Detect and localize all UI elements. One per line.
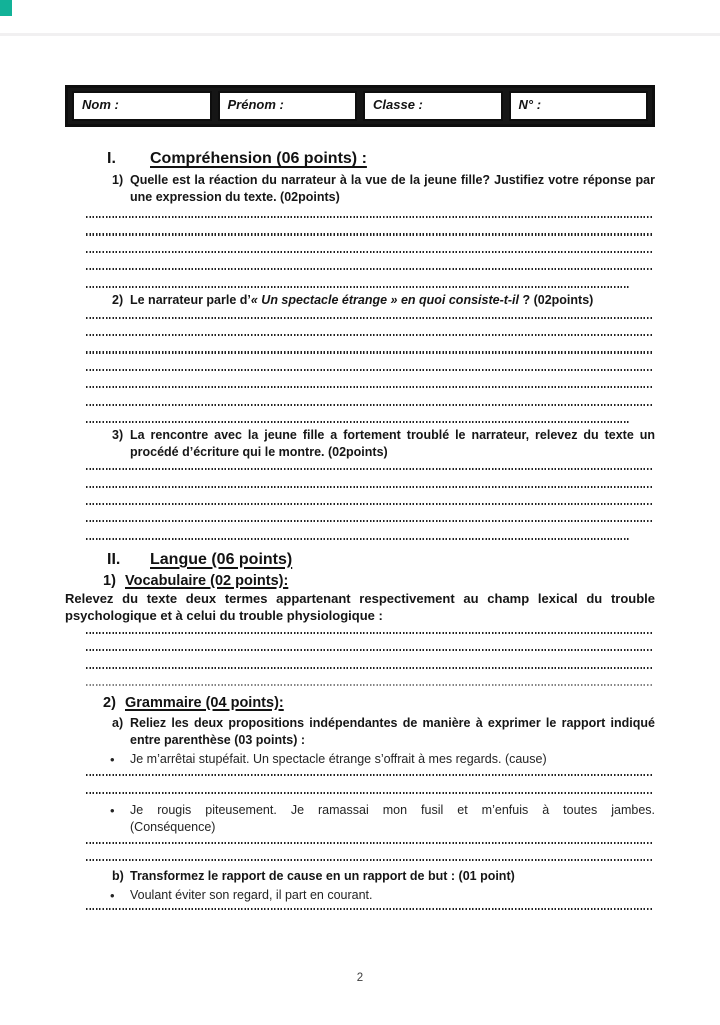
answer-dotted-line <box>86 859 652 861</box>
page-number: 2 <box>356 972 364 984</box>
bullet-icon: • <box>110 752 115 768</box>
grammaire-item-b-text: Transformez le rapport de cause en un rapport de but : (01 point) <box>130 869 515 884</box>
answer-dotted-line <box>86 538 629 540</box>
subsection-vocabulaire <box>65 572 655 590</box>
answer-dotted-line <box>86 386 652 388</box>
field-nom-label: Nom : <box>82 97 119 112</box>
answer-dotted-line <box>86 908 652 910</box>
answer-lines-consequence <box>86 842 652 862</box>
sentence-consequence <box>65 802 655 836</box>
section-heading-langue <box>65 550 655 570</box>
sentence-cause-text: Je m’arrêtai stupéfait. Un spectacle étrange s’offrait à mes regards. (cause) <box>130 752 547 767</box>
grammaire-item-a <box>65 715 655 749</box>
subsection-grammaire <box>65 694 655 712</box>
corner-accent-mark <box>0 0 12 16</box>
question-2-text-quote: « Un spectacle étrange » en quoi consiste-t-il <box>250 292 520 307</box>
sentence-consequence-text: Je rougis piteusement. Je ramassai mon fusil et m’enfuis à toutes jambes. (Conséquence) <box>130 802 655 834</box>
answer-dotted-line <box>86 351 652 353</box>
answer-dotted-line <box>86 792 652 794</box>
grammaire-item-b-label: b) <box>112 869 124 884</box>
question-2-text <box>130 292 655 309</box>
answer-dotted-line <box>86 667 652 669</box>
subsection-grammaire-title: Grammaire (04 points): <box>125 695 284 712</box>
answer-dotted-line <box>86 684 652 686</box>
answer-dotted-line <box>86 216 652 218</box>
answer-dotted-line <box>86 632 652 634</box>
subsection-vocabulaire-label: 1) <box>103 572 116 589</box>
bullet-icon: • <box>110 802 115 818</box>
answer-dotted-line <box>86 286 629 288</box>
field-numero-label: N° : <box>518 97 542 112</box>
question-3 <box>65 427 655 461</box>
field-numero <box>509 91 649 121</box>
sentence-cause <box>65 751 655 768</box>
grammaire-item-a-label: a) <box>112 716 124 731</box>
field-prenom <box>218 91 358 121</box>
answer-dotted-line <box>86 486 652 488</box>
answer-lines-vocabulaire <box>86 632 652 686</box>
answer-dotted-line <box>86 520 652 522</box>
question-2-text-suffix: ? (02points) <box>519 292 594 307</box>
vocabulaire-instruction: Relevez du texte deux termes appartenant respectivement au champ lexical du trouble psychologique et à celui du trouble physiologique : <box>65 590 655 623</box>
student-info-table <box>65 85 655 127</box>
answer-lines-but <box>86 908 652 910</box>
grammaire-item-a-text: Reliez les deux propositions indépendantes de manière à exprimer le rapport indiqué entre parenthèse (03 points) : <box>130 716 655 748</box>
answer-dotted-line <box>86 268 652 270</box>
field-prenom-label: Prénom : <box>227 97 284 112</box>
field-classe <box>363 91 503 121</box>
page-top-divider <box>0 33 720 36</box>
bullet-icon: • <box>110 888 115 904</box>
answer-dotted-line <box>86 404 652 406</box>
answer-dotted-line <box>86 774 652 776</box>
question-2-text-prefix: Le narrateur parle d’ <box>130 292 251 307</box>
answer-dotted-line <box>86 421 629 423</box>
question-2 <box>65 292 655 309</box>
answer-dotted-line <box>86 842 652 844</box>
question-1 <box>65 172 655 206</box>
answer-dotted-line <box>86 369 652 371</box>
section-numeral: I. <box>107 150 116 167</box>
answer-lines-q1 <box>86 216 652 288</box>
grammaire-item-b <box>65 868 655 885</box>
page-content <box>65 85 655 914</box>
answer-dotted-line <box>86 317 652 319</box>
question-3-text: La rencontre avec la jeune fille a fortement troublé le narrateur, relevez du texte un procédé d’écriture qui le montre. (02points) <box>130 428 655 460</box>
answer-dotted-line <box>86 233 652 235</box>
sentence-but <box>65 887 655 904</box>
answer-lines-q3 <box>86 468 652 540</box>
answer-dotted-line <box>86 251 652 253</box>
answer-dotted-line <box>86 468 652 470</box>
question-1-text: Quelle est la réaction du narrateur à la vue de la jeune fille? Justifiez votre réponse par une expression du texte. (02points) <box>130 173 655 204</box>
answer-lines-q2 <box>86 317 652 423</box>
answer-dotted-line <box>86 334 652 336</box>
answer-lines-cause <box>86 774 652 794</box>
section-title: Compréhension (06 points) : <box>150 150 367 167</box>
field-classe-label: Classe : <box>373 97 423 112</box>
sentence-but-text: Voulant éviter son regard, il part en courant. <box>130 888 373 903</box>
field-nom <box>72 91 212 121</box>
section-title: Langue (06 points) <box>150 550 293 568</box>
subsection-grammaire-label: 2) <box>103 695 116 712</box>
question-3-label: 3) <box>112 428 124 443</box>
section-heading-comprehension <box>65 149 655 169</box>
section-numeral: II. <box>107 550 121 568</box>
question-1-label: 1) <box>112 173 124 187</box>
question-2-label: 2) <box>112 292 124 307</box>
subsection-vocabulaire-title: Vocabulaire (02 points): <box>125 572 289 589</box>
answer-dotted-line <box>86 503 652 505</box>
answer-dotted-line <box>86 649 652 651</box>
